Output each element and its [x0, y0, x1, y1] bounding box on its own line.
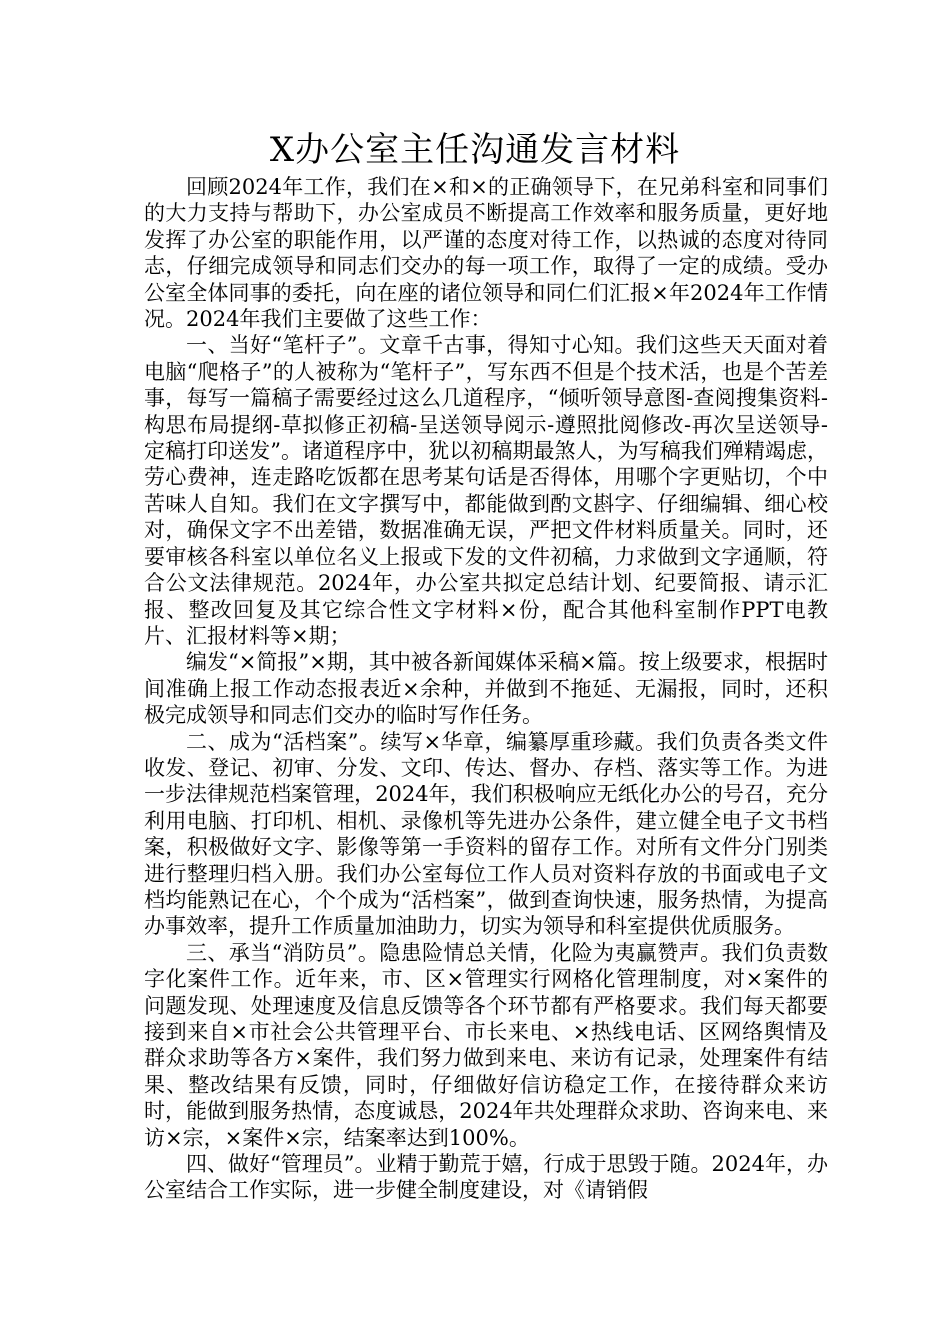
paragraph-section-4: 四、做好“管理员”。业精于勤荒于嬉，行成于思毁于随。2024年，办公室结合工作实际，进一步健全制度建设，对《请销假 — [144, 1152, 828, 1203]
paragraph-section-2: 二、成为“活档案”。续写×华章，编纂厚重珍藏。我们负责各类文件收发、登记、初审、分发、文印、传达、督办、存档、落实等工作。为进一步法律规范档案管理，2024年，我们积极响应无纸化办公的号召，充分利用电脑、打印机、相机、录像机等先进办公条件，建立健全电子文书档案，积极做好文字、影像等第一手资料的留存工作。对所有文件分门别类进行整理归档入册。我们办公室每位工作人员对资料存放的书面或电子文档均能熟记在心，个个成为“活档案”，做到查询快速，服务热情，为提高办事效率，提升工作质量加油助力，切实为领导和科室提供优质服务。 — [144, 729, 828, 939]
document-title: X办公室主任沟通发言材料 — [269, 130, 681, 170]
document-body — [144, 174, 828, 1204]
paragraph-section-1-briefing: 编发“×简报”×期，其中被各新闻媒体采稿×篇。按上级要求，根据时间准确上报工作动态报表近×余种，并做到不拖延、无漏报，同时，还积极完成领导和同志们交办的临时写作任务。 — [144, 650, 828, 728]
paragraph-section-1: 一、当好“笔杆子”。文章千古事，得知寸心知。我们这些天天面对着电脑“爬格子”的人被称为“笔杆子”，写东西不但是个技术活，也是个苦差事，每写一篇稿子需要经过这么几道程序，“倾听领导意图-查阅搜集资料-构思布局提纲-草拟修正初稿-呈送领导阅示-遵照批阅修改-再次呈送领导-定稿打印送发”。诸道程序中，犹以初稿期最煞人，为写稿我们殚精竭虑，劳心费神，连走路吃饭都在思考某句话是否得体，用哪个字更贴切，个中苦味人自知。我们在文字撰写中，都能做到酌文斟字、仔细编辑、细心校对，确保文字不出差错，数据准确无误，严把文件材料质量关。同时，还要审核各科室以单位名义上报或下发的文件初稿，力求做到文字通顺，符合公文法律规范。2024年，办公室共拟定总结计划、纪要简报、请示汇报、整改回复及其它综合性文字材料×份，配合其他科室制作PPT电教片、汇报材料等×期； — [144, 333, 828, 648]
paragraph-section-3: 三、承当“消防员”。隐患险情总关情，化险为夷赢赞声。我们负责数字化案件工作。近年来，市、区×管理实行网格化管理制度，对×案件的问题发现、处理速度及信息反馈等各个环节都有严格要求。我们每天都要接到来自×市社会公共管理平台、市长来电、×热线电话、区网络舆情及群众求助等各方×案件，我们努力做到来电、来访有记录，处理案件有结果、整改结果有反馈，同时，仔细做好信访稳定工作，在接待群众来访时，能做到服务热情，态度诚恳，2024年共处理群众求助、咨询来电、来访×宗，×案件×宗，结案率达到100%。 — [144, 940, 828, 1150]
paragraph-intro: 回顾2024年工作，我们在×和×的正确领导下，在兄弟科室和同事们的大力支持与帮助下，办公室成员不断提高工作效率和服务质量，更好地发挥了办公室的职能作用，以严谨的态度对待工作，以热诚的态度对待同志，仔细完成领导和同志们交办的每一项工作，取得了一定的成绩。受办公室全体同事的委托，向在座的诸位领导和同仁们汇报×年2024年工作情况。2024年我们主要做了这些工作： — [144, 175, 828, 332]
